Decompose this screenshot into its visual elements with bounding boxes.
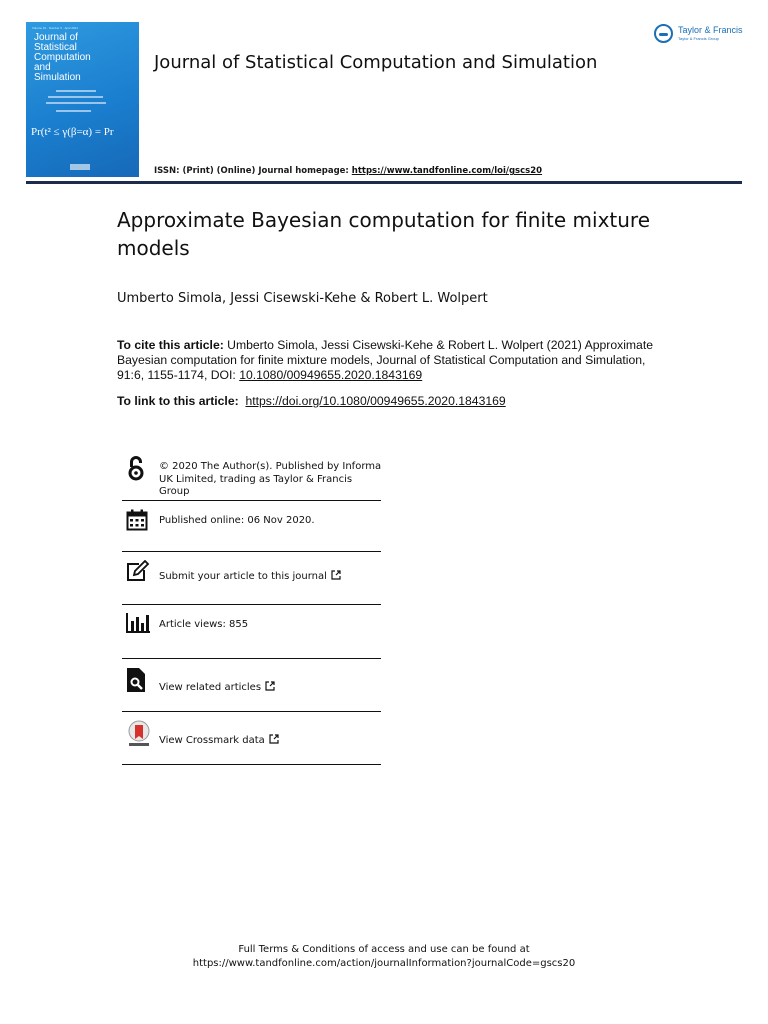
external-link-icon (269, 734, 279, 744)
publisher-group: Taylor & Francis Group (678, 36, 719, 41)
open-access-icon (126, 456, 146, 482)
cover-volume-text: Volume 91 · Number 6 · April 2021 (32, 26, 79, 30)
journal-title: Journal of Statistical Computation and Simulation (154, 52, 598, 73)
related-row[interactable] (122, 659, 381, 712)
issn-label: ISSN: (Print) (Online) Journal homepage: (154, 166, 352, 176)
crossmark-icon (126, 720, 152, 748)
submit-article-label: Submit your article to this journal (159, 571, 327, 582)
cover-title-line: Simulation (34, 72, 81, 83)
cover-decor-line (46, 102, 106, 104)
external-link-icon (265, 681, 275, 691)
crossmark-row[interactable] (122, 712, 381, 765)
bar-chart-icon (126, 613, 150, 633)
cover-title-line: Computation (34, 52, 91, 63)
submit-article-link[interactable] (159, 570, 384, 584)
article-info-panel (122, 451, 381, 765)
copyright-text: © 2020 The Author(s). Published by Informa UK Limited, trading as Taylor & Francis Group (159, 461, 382, 497)
related-articles-label: View related articles (159, 682, 262, 693)
cover-title (34, 33, 134, 83)
article-link-block (117, 394, 506, 408)
terms-text: Full Terms & Conditions of access and use can be found at (238, 944, 530, 955)
document-search-icon (126, 667, 146, 693)
cover-equation: Pr(t² ≤ γ(β=α) = Pr (31, 126, 114, 138)
link-label: To link to this article: (117, 394, 239, 408)
article-views-text: Article views: 855 (159, 619, 249, 630)
edit-icon (126, 560, 150, 582)
cover-decor-line (48, 96, 103, 98)
citation-label: To cite this article: (117, 338, 224, 352)
terms-url[interactable]: https://www.tandfonline.com/action/journalInformation?journalCode=gscs20 (192, 958, 576, 969)
copyright-row (122, 451, 381, 501)
cover-publisher-logo (70, 164, 90, 170)
citation-text: Umberto Simola, Jessi Cisewski-Kehe & Robert L. Wolpert (2021) Approximate Bayesian computation for finite mixture models, Journal of Statistical Computation and Simulation, 91:6, 1155-1174, DOI: (117, 338, 653, 382)
journal-cover-image (26, 22, 139, 177)
publisher-name: Taylor & Francis (678, 25, 743, 35)
article-doi-url-link[interactable]: https://doi.org/10.1080/00949655.2020.1843169 (245, 394, 506, 408)
submit-row[interactable] (122, 552, 381, 605)
cover-decor-line (56, 110, 91, 112)
publisher-logo[interactable] (654, 22, 754, 48)
cover-title-line: and (34, 62, 51, 73)
journal-homepage-link[interactable]: https://www.tandfonline.com/loi/gscs20 (351, 166, 543, 176)
related-articles-link[interactable] (159, 681, 384, 695)
issn-line (154, 166, 542, 176)
publisher-logo-icon (654, 24, 673, 43)
citation-block (117, 338, 657, 383)
header-divider (26, 181, 742, 184)
views-row (122, 605, 381, 659)
calendar-icon (126, 509, 148, 531)
cover-decor-line (56, 90, 96, 92)
cover-title-line: Journal of (34, 32, 78, 43)
published-online-text: Published online: 06 Nov 2020. (159, 515, 315, 526)
cover-title-line: Statistical (34, 42, 77, 53)
article-title: Approximate Bayesian computation for finite mixture models (117, 208, 651, 260)
article-authors: Umberto Simola, Jessi Cisewski-Kehe & Robert L. Wolpert (117, 291, 488, 306)
external-link-icon (331, 570, 341, 580)
published-row (122, 501, 381, 552)
doi-link[interactable]: 10.1080/00949655.2020.1843169 (239, 368, 423, 382)
crossmark-label: View Crossmark data (159, 735, 265, 746)
terms-footer (0, 943, 768, 971)
crossmark-link[interactable] (159, 734, 384, 748)
